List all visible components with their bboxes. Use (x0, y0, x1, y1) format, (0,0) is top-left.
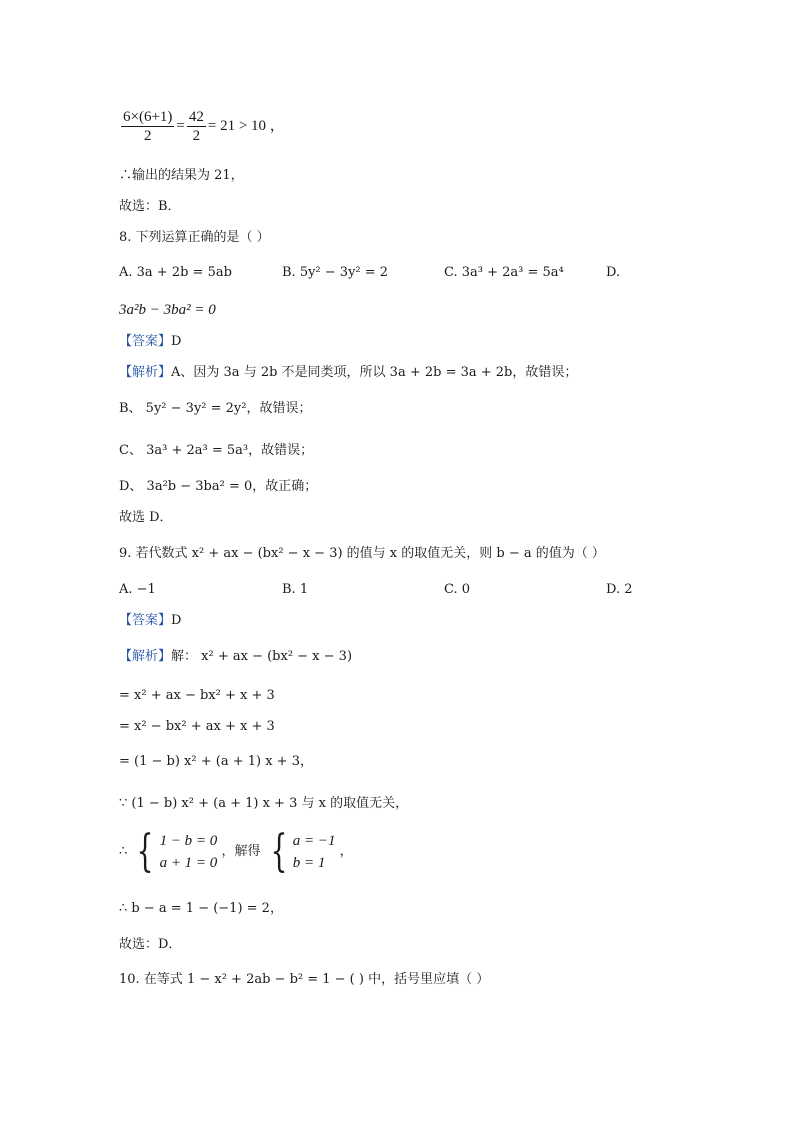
q8-option-a: A. 3a + 2b = 5ab (119, 265, 232, 280)
question-9-title: 9. 若代数式 x² + ax − (bx² − x − 3) 的值与 x 的取值无关，则 b − a 的值为（ ） (119, 546, 605, 561)
solve-text: ，解得 (221, 844, 261, 859)
fraction-1 (121, 108, 174, 145)
q8-option-c: C. 3a³ + 2a³ = 5a⁴ (444, 265, 564, 280)
answer-value: D (171, 613, 182, 628)
q8-analysis-a (119, 364, 577, 382)
q8-answer (119, 333, 181, 351)
system-2-eq-1: a = −1 (292, 833, 336, 849)
fraction-2-numerator: 42 (188, 109, 204, 125)
system-1-eq-1: 1 − b = 0 (159, 833, 218, 849)
q9-conclusion: 故选：D． (119, 937, 182, 952)
comma: ， (339, 844, 353, 859)
analysis-tag: 【解析】 (119, 365, 172, 380)
q9-step-1: = x² + ax − bx² + x + 3 (119, 688, 275, 703)
question-8-title: 8. 下列运算正确的是（ ） (119, 230, 270, 245)
q9-step-4: ∵ (1 − b) x² + (a + 1) x + 3 与 x 的取值无关， (119, 796, 409, 811)
left-brace: { (137, 826, 154, 877)
q9-analysis-intro (119, 648, 352, 666)
answer-tag: 【答案】 (119, 613, 172, 628)
q9-step-5 (119, 826, 353, 877)
q9-step-2: = x² − bx² + ax + x + 3 (119, 719, 275, 734)
equation-system-1 (160, 830, 218, 874)
q8-analysis-b: B、 5y² − 3y² = 2y²，故错误； (119, 401, 312, 416)
fraction-1-denominator: 2 (143, 128, 152, 144)
fraction-expression (119, 108, 285, 145)
q8-option-d: D. (606, 265, 621, 280)
fraction-2-denominator: 2 (192, 128, 201, 144)
equation-system-2 (293, 830, 336, 874)
q9-option-a: A. −1 (119, 582, 156, 597)
fraction-1-numerator: 6×(6+1) (123, 109, 173, 125)
left-brace: { (270, 826, 288, 877)
analysis-text: 解： x² + ax − (bx² − x − 3) (171, 649, 353, 664)
output-result-line: ∴输出的结果为 21， (119, 168, 244, 183)
q8-option-b: B. 5y² − 3y² = 2 (282, 265, 389, 280)
system-1-eq-2: a + 1 = 0 (159, 855, 218, 871)
choice-line-b: 故选：B． (119, 199, 181, 214)
therefore-sign: ∴ (119, 844, 128, 859)
question-10-title: 10. 在等式 1 − x² + 2ab − b² = 1 − ( ) 中，括号里应填（ ） (119, 972, 490, 987)
q9-step-3: = (1 − b) x² + (a + 1) x + 3， (119, 754, 313, 769)
q8-option-d-expression: 3a²b − 3ba² = 0 (119, 302, 216, 318)
q9-step-6: ∴ b − a = 1 − (−1) = 2， (119, 901, 283, 916)
answer-tag: 【答案】 (119, 334, 172, 349)
answer-value: D (171, 334, 182, 349)
q9-option-b: B. 1 (282, 582, 309, 597)
q8-conclusion: 故选 D． (119, 510, 173, 525)
analysis-tag: 【解析】 (119, 649, 172, 664)
q9-option-d: D. 2 (606, 582, 633, 597)
analysis-text: A、因为 3a 与 2b 不是同类项，所以 3a + 2b = 3a + 2b，故错误； (171, 365, 578, 380)
q9-answer (119, 612, 181, 630)
equals-sign: = (176, 118, 185, 134)
q8-analysis-c: C、 3a³ + 2a³ = 5a³，故错误； (119, 443, 314, 458)
fraction-2 (187, 108, 206, 145)
q8-analysis-d: D、 3a²b − 3ba² = 0，故正确； (119, 479, 318, 494)
fraction-result: = 21 > 10 ， (207, 118, 285, 134)
q9-option-c: C. 0 (444, 582, 471, 597)
system-2-eq-2: b = 1 (292, 855, 326, 871)
